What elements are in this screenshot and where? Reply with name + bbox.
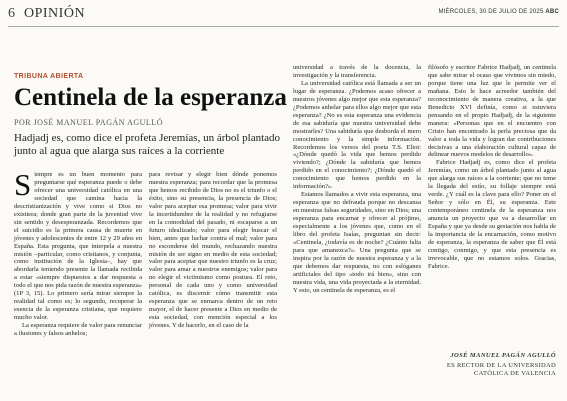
paragraph: para revisar y elegir bien dónde ponemos nuestra esperanza; para recordar que la promesa que hemos recibido de Dios no es el triunfo o el éxito, sino su presencia, la presencia de Dios; valor para aceptar esa promesa; valor para vivir la incertidumbre de la realidad y no refugiarse en la comodidad del pasado, ni escaparse a un futuro idealizado; valor para elegir buscar el bien, antes que luchar contra el mal; valor para no esconderse del mundo, rechazando nuestra misión de ser signo en medio de esta sociedad; valor para aceptar que nuestro triunfo es la cruz; valor para amar a nuestros enemigos; valor para no elegir el victimismo como postura. El reto, personal de cada uno y como universidad católica, es discernir cómo transmitir esta esperanza que se enmarca dentro de un reto mayor, el de hacer presente a Dios en medio de esta sociedad, con mención especial a los jóvenes. Y de hacerlo, en el caso de la bbox=[149, 171, 277, 330]
article-column-1 bbox=[14, 167, 142, 338]
paragraph-text: iempre es un buen momento para preguntarse qué esperanza puede o debe ofrecer una universidad católica en una sociedad que camina hacia la descristianización y vive como si Dios no existiera; donde gran parte de la juventud vive sin sentido y desesperanzada. Recordemos que el suicidio es la primera causa de muerte en jóvenes y adolescentes de entre 12 y 29 años en España. Esta pregunta, que interpela a nuestra misión –particular, como cristianos, y conjunta, como institución de la Iglesia–, hay que abordarla teniendo presente la llamada recibida a estar «siempre dispuestos a dar respuesta a todo el que nos pida razón de nuestra esperanza» (1P 3, 15). Lo primero sería mirar siempre la realidad tal como es; lo segundo, recuperar la esencia de la esperanza cristiana, que requiere mucho valor. bbox=[14, 171, 142, 322]
article-subtitle: Hadjadj es, como dice el profeta Jeremías, un árbol plantado junto al agua que alarga sus raíces a la corriente bbox=[14, 132, 281, 157]
author-role: ES RECTOR DE LA UNIVERSIDAD CATÓLICA DE VALENCIA bbox=[446, 362, 556, 377]
paragraph bbox=[14, 167, 142, 322]
paragraph: filósofo y escritor Fabrice Hadjadj, un centinela que sabe mirar el ocaso que vivimos sin miedo, porque tiene una luz que le permite ver el mañana. Esto le hace acreedor también del reconocimiento de manera creativa, a la que Benedicto XVI definía, como si estuviera pensando en el propio Hadjadj, de la siguiente manera: «Personas que en el encuentro con Cristo han encontrado la perla preciosa que da valor a toda la vida y logran dar contribuciones decisivas a una elaboración cultural capaz de delinear nuevos modelos de desarrollo». bbox=[428, 64, 556, 159]
article-column-2 bbox=[149, 171, 277, 330]
section-name: OPINIÓN bbox=[24, 6, 86, 21]
article-title: Centinela de la esperanza bbox=[14, 84, 287, 111]
author-signature: JOSÉ MANUEL PAGÁN AGULLÓ bbox=[450, 352, 556, 359]
issue-date: MIÉRCOLES, 30 DE JULIO DE 2025 bbox=[438, 9, 544, 15]
page-header bbox=[8, 6, 559, 24]
article-kicker: TRIBUNA ABIERTA bbox=[14, 73, 84, 80]
paragraph: universidad a través de la docencia, la investigación y la transferencia. bbox=[293, 64, 421, 79]
paragraph: La universidad católica está llamada a ser un lugar de esperanza. ¿Podemos acaso ofrecer a nuestros jóvenes algo mejor que esta esperanza? ¿Podemos anhelar para ellos algo mejor que esta esperanza? ¿No es esta esperanza una evidencia de esa sabiduría que nuestra universidad debe mostrarles? Una sabiduría que desborda el mero conocimiento y la simple información. Recordemos los versos del poeta T.S. Eliot: «¿Dónde quedó la vida que hemos perdido viviendo?; ¿Dónde la sabiduría que hemos perdido en el conocimiento?; ¿Dónde quedó el conocimiento que hemos perdido en la información?». bbox=[293, 79, 421, 191]
brand-logo: ABC bbox=[545, 9, 559, 15]
article-byline: POR JOSÉ MANUEL PAGÁN AGULLÓ bbox=[14, 118, 163, 127]
header-divider bbox=[8, 26, 559, 27]
header-meta bbox=[438, 9, 559, 15]
page-number: 6 bbox=[8, 6, 15, 21]
article-column-4 bbox=[428, 64, 556, 271]
drop-cap: S bbox=[14, 167, 32, 202]
article-column-3 bbox=[293, 64, 421, 295]
paragraph: Estamos llamados a vivir esta esperanza, una esperanza que no defrauda porque no descansa en nuestras falsas seguridades, sino en Dios; una esperanza para encarnar y ofrecer al prójimo, especialmente a los jóvenes que, como en el libro del profeta Isaías, preguntan sin decir: «Centinela, ¿todavía es de noche? ¿Cuánto falta para que amanezca?». Una pregunta que se inspira por la razón de nuestra esperanza y a la que debemos dar respuesta, no con eslóganes artificiales del tipo «todo irá bien», sino con nuestra vida, una vida proyectada a la eternidad. Y esto, un centinela de esperanza, es el bbox=[293, 191, 421, 294]
paragraph: La esperanza requiere de valor para renunciar a ilusiones y falsos anhelos; bbox=[14, 322, 142, 338]
paragraph: Fabrice Hadjadj es, como dice el profeta Jeremías, como un árbol plantado junto al agua que alarga sus raíces a la corriente; que no teme la llegada del estío, su follaje siempre está verde. ¿Y cuál es la clave para ello? Poner en el Señor y sólo en Él, su esperanza. Este contemporáneo centinela de la esperanza nos anuncia un proyecto que va a desarrollar en España y que ya desde su gestación nos habla de la importancia de la encarnación, como motivo de esperanza, la esperanza de saber que Él está contigo, conmigo, y que esta presencia es irrevocable, que no estamos solos. Gracias, Fabrice. bbox=[428, 159, 556, 270]
